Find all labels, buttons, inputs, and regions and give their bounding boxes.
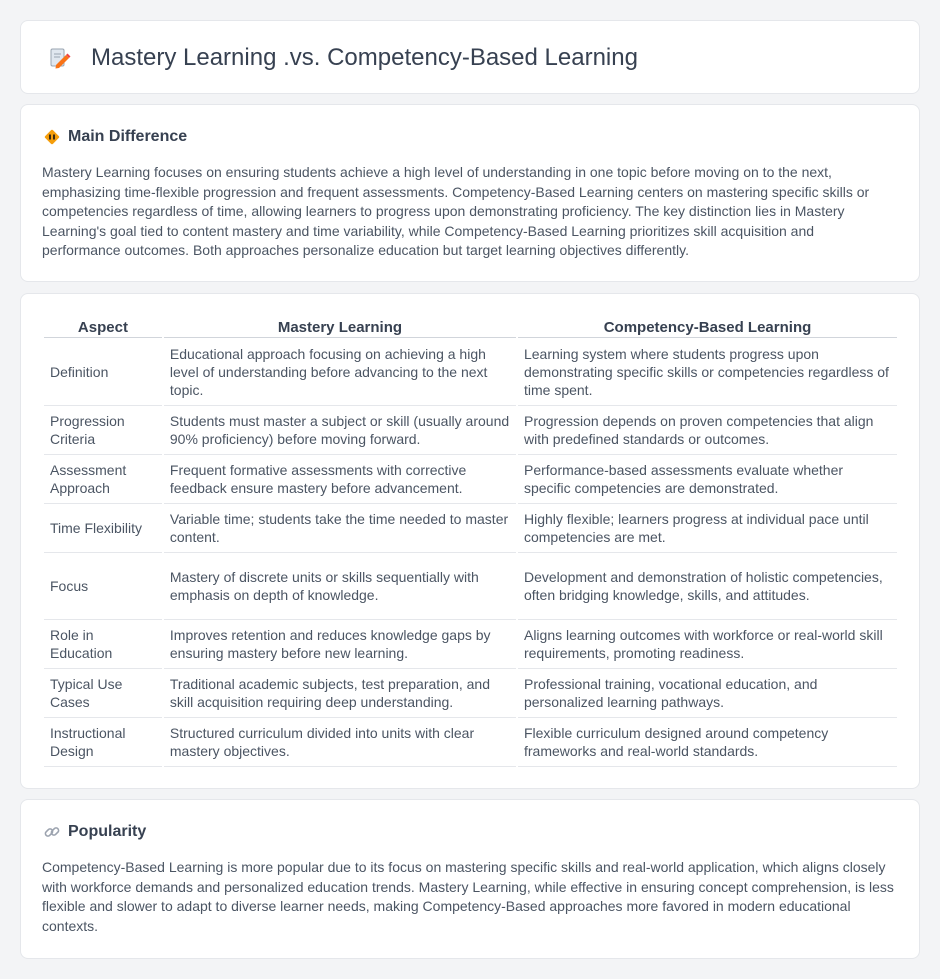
header-aspect: Aspect — [44, 314, 162, 338]
row-competency: Progression depends on proven competencies that align with predefined standards or outcomes. — [518, 406, 897, 455]
row-aspect: Definition — [44, 338, 162, 406]
title-card — [20, 20, 920, 94]
main-difference-text: Mastery Learning focuses on ensuring students achieve a high level of understanding in one topic before moving on to the next, emphasizing time-flexible progression and frequent assessments. Competency-Based Learning centers on mastering specific skills or competencies regardless of time, allowing learners to progress upon demonstrating proficiency. The key distinction lies in Mastery Learning's goal tied to content mastery and time variability, while Competency-Based Learning prioritizes skill acquisition and performance outcomes. Both approaches personalize education but target learning objectives differently. — [42, 164, 870, 258]
row-competency: Performance-based assessments evaluate whether specific competencies are demonstrated. — [518, 455, 897, 504]
comparison-card — [20, 293, 920, 789]
page-title: Mastery Learning .vs. Competency-Based Learning — [91, 44, 638, 71]
row-mastery: Mastery of discrete units or skills sequentially with emphasis on depth of knowledge. — [164, 553, 516, 620]
table-row — [44, 504, 897, 553]
diamond-sign-icon — [43, 128, 61, 146]
row-aspect: Typical Use Cases — [44, 669, 162, 718]
row-mastery: Variable time; students take the time needed to master content. — [164, 504, 516, 553]
table-row — [44, 669, 897, 718]
row-aspect: Focus — [44, 553, 162, 620]
pencil-paper-icon — [47, 46, 71, 70]
row-competency: Professional training, vocational education, and personalized learning pathways. — [518, 669, 897, 718]
row-aspect: Time Flexibility — [44, 504, 162, 553]
row-mastery: Students must master a subject or skill (usually around 90% proficiency) before moving forward. — [164, 406, 516, 455]
row-competency: Highly flexible; learners progress at individual pace until competencies are met. — [518, 504, 897, 553]
header-mastery: Mastery Learning — [164, 314, 516, 338]
row-competency: Flexible curriculum designed around competency frameworks and real-world standards. — [518, 718, 897, 767]
table-row — [44, 718, 897, 767]
popularity-heading: Popularity — [68, 823, 147, 840]
row-mastery: Frequent formative assessments with corrective feedback ensure mastery before advancement. — [164, 455, 516, 504]
row-aspect: Progression Criteria — [44, 406, 162, 455]
row-aspect: Role in Education — [44, 620, 162, 669]
popularity-text: Competency-Based Learning is more popular due to its focus on mastering specific skills and real-world application, which aligns closely with workforce demands and personalized education trends. Mastery Learning, while effective in ensuring concept comprehension, is less flexible and slower to adapt to diverse learner needs, making Competency-Based approaches more favored in modern educational contexts. — [42, 859, 894, 934]
table-header-row — [44, 314, 897, 338]
row-mastery: Educational approach focusing on achieving a high level of understanding before advancing to the next topic. — [164, 338, 516, 406]
main-difference-heading: Main Difference — [68, 128, 188, 145]
main-difference-card — [20, 104, 920, 282]
table-row — [44, 406, 897, 455]
comparison-table — [42, 314, 899, 767]
row-mastery: Traditional academic subjects, test preparation, and skill acquisition requiring deep understanding. — [164, 669, 516, 718]
row-mastery: Structured curriculum divided into units with clear mastery objectives. — [164, 718, 516, 767]
row-aspect: Assessment Approach — [44, 455, 162, 504]
row-aspect: Instructional Design — [44, 718, 162, 767]
row-competency: Development and demonstration of holistic competencies, often bridging knowledge, skills, and attitudes. — [518, 553, 897, 620]
table-row — [44, 553, 897, 620]
row-competency: Learning system where students progress upon demonstrating specific skills or competencies regardless of time spent. — [518, 338, 897, 406]
table-row — [44, 455, 897, 504]
row-mastery: Improves retention and reduces knowledge gaps by ensuring mastery before new learning. — [164, 620, 516, 669]
header-competency: Competency-Based Learning — [518, 314, 897, 338]
link-icon — [43, 823, 61, 841]
table-row — [44, 620, 897, 669]
table-row — [44, 338, 897, 406]
popularity-card — [20, 799, 920, 959]
row-competency: Aligns learning outcomes with workforce or real-world skill requirements, promoting readiness. — [518, 620, 897, 669]
